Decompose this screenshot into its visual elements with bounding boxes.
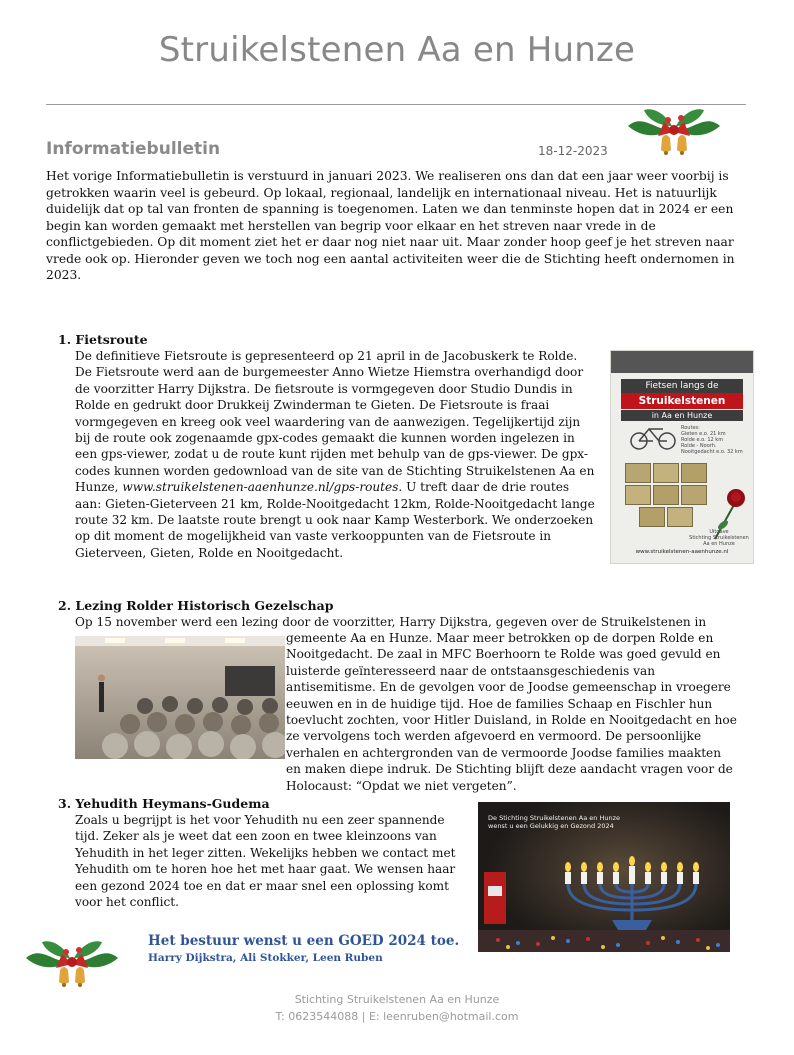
- section-body: gemeente Aa en Hunze. Maar meer betrokken op de dorpen Rolde en Nooitgedacht. De zaal in MFC Boerhoorn te Rolde was goed gevuld en luisterde geïnteresseerd naar de ontstaansgeschiedenis van antisemitisme. En de gevolgen voor de Joodse gemeenschap in vroegere eeuwen en in de huidige tijd. Hoe de families Schaap en Fischler hun toevlucht zochten, voor Hitler Duisland, in Rolde en Nooitgedacht en hoe ze vervolgens toch werden afgevoerd en vermoord. De persoonlijke verhalen en achtergronden van de vermoorde Joodse families maakten en maken diepe indruk. De Stichting blijft deze aandacht vragen voor de Holocaust: “Opdat we niet vergeten”.: [286, 631, 737, 793]
- poster-line3: in Aa en Hunze: [621, 410, 743, 421]
- poster-org: Uitgave Stichting Struikelstenen Aa en Hunze: [689, 529, 749, 547]
- lecture-photo: [75, 636, 285, 759]
- section-lezing: [58, 598, 738, 630]
- holly-bells-decoration-icon: [624, 104, 724, 160]
- section-title: Fietsroute: [75, 332, 148, 347]
- footer-contact: T: 0623544088 | E: leenruben@hotmail.com: [275, 1010, 519, 1023]
- section-number: 1.: [58, 332, 72, 347]
- section-lead: Op 15 november werd een lezing door de voorzitter, Harry Dijkstra, gegeven over de Struikelstenen in: [75, 615, 707, 629]
- section-fietsroute: [58, 332, 598, 561]
- section-heading: [58, 332, 598, 348]
- bicycle-icon: [629, 423, 677, 451]
- poster-url: www.struikelstenen-aaenhunze.nl: [635, 549, 729, 555]
- footer-organization: Stichting Struikelstenen Aa en Hunze: [294, 993, 500, 1006]
- card-text: De Stichting Struikelstenen Aa en Hunze wenst u een Gelukkig en Gezond 2024: [488, 814, 620, 830]
- document-title: Struikelstenen Aa en Hunze: [158, 30, 636, 70]
- stumbling-stones: [625, 463, 707, 527]
- bulletin-subtitle: Informatiebulletin: [46, 139, 221, 159]
- menorah-icon: [552, 852, 712, 934]
- poster-routes: Routes: Gieten e.o. 21 km Rolde e.o. 12 km Rolde - Noorh. Nooitgedacht e.o. 32 km: [681, 425, 743, 455]
- section-heading: [58, 796, 468, 812]
- menorah-greeting-card: [478, 802, 730, 952]
- gps-routes-link[interactable]: www.struikelstenen-aaenhunze.nl/gps-routes: [122, 480, 399, 495]
- intro-paragraph: Het vorige Informatiebulletin is verstuurd in januari 2023. We realiseren ons dan dat een jaar weer voorbij is getrokken waarin veel is gebeurd. Op lokaal, regionaal, landelijk en internationaal niveau. Het is natuurlijk duidelijk dat op tal van fronten de spanning is toegenomen. Laten we dan tenminste hopen dat in 2024 er een begin kan worden gemaakt met herstellen van begrip voor elkaar en het streven naar vrede in de conflictgebieden. Op dit moment ziet het er daar nog niet naar uit. Maar zonder hoop geef je het streven naar vrede ook op. Hieronder geven we toch nog een aantal activiteiten weer die de Stichting heeft ondernomen in 2023.: [46, 169, 735, 282]
- fietsroute-poster: [610, 350, 754, 564]
- poster-line2: Struikelstenen: [621, 393, 743, 409]
- section-body: De definitieve Fietsroute is gepresenteerd op 21 april in de Jacobuskerk te Rolde. De Fietsroute werd aan de burgemeester Anno Wietze Hiemstra overhandigd door de voorzitter Harry Dijkstra. De fietsroute is vormgegeven door Studio Dundis in Rolde en gedrukt door Drukkeij Zwinderman te Gieten. De Fietsroute is fraai vormgegeven en kreeg ook veel waardering van de aanwezigen. Tegelijkertijd zijn bij de route ook zogenaamde gpx-codes gemaakt die kunnen worden ingelezen in een gps-viewer, zodat u de route kunt rijden met behulp van de gps-viewer. De gpx-codes kunnen worden gedownload van de site van de Stichting Struikelstenen Aa en Hunze, www.struikelstenen-aaenhunze.nl/gps-routes. U treft daar de drie routes aan: Gieten-Gieterveen 21 km, Rolde-Nooitgedacht 12km, Rolde-Nooitgedacht lange route 32 km. De laatste route brengt u ook naar Kamp Westerbork. We onderzoeken op dit moment de mogelijkheid van vaste verkooppunten van de Fietsroute in Gieterveen, Gieten, Rolde en Nooitgedacht.: [75, 349, 595, 560]
- holly-bells-decoration-icon: [22, 936, 122, 992]
- new-year-wish: Het bestuur wenst u een GOED 2024 toe.: [148, 933, 460, 949]
- poster-line1: Fietsen langs de: [621, 379, 743, 393]
- section-title: Lezing Rolder Historisch Gezelschap: [75, 598, 334, 613]
- section-heading: [58, 598, 738, 614]
- section-title: Yehudith Heymans-Gudema: [75, 796, 270, 811]
- board-signers: Harry Dijkstra, Ali Stokker, Leen Ruben: [148, 952, 383, 964]
- bulletin-date: 18-12-2023: [538, 144, 608, 158]
- section-yehudith: [58, 796, 468, 910]
- section-body: Zoals u begrijpt is het voor Yehudith nu een zeer spannende tijd. Zeker als je weet dat een zoon en twee kleinzoons van Yehudith in het leger zitten. Wekelijks hebben we contact met Yehudith om te horen hoe het met haar gaat. We wensen haar een gezond 2024 toe en dat er maar snel een oplossing komt voor het conflict.: [75, 813, 456, 910]
- section-number: 2.: [58, 598, 72, 613]
- section-number: 3.: [58, 796, 72, 811]
